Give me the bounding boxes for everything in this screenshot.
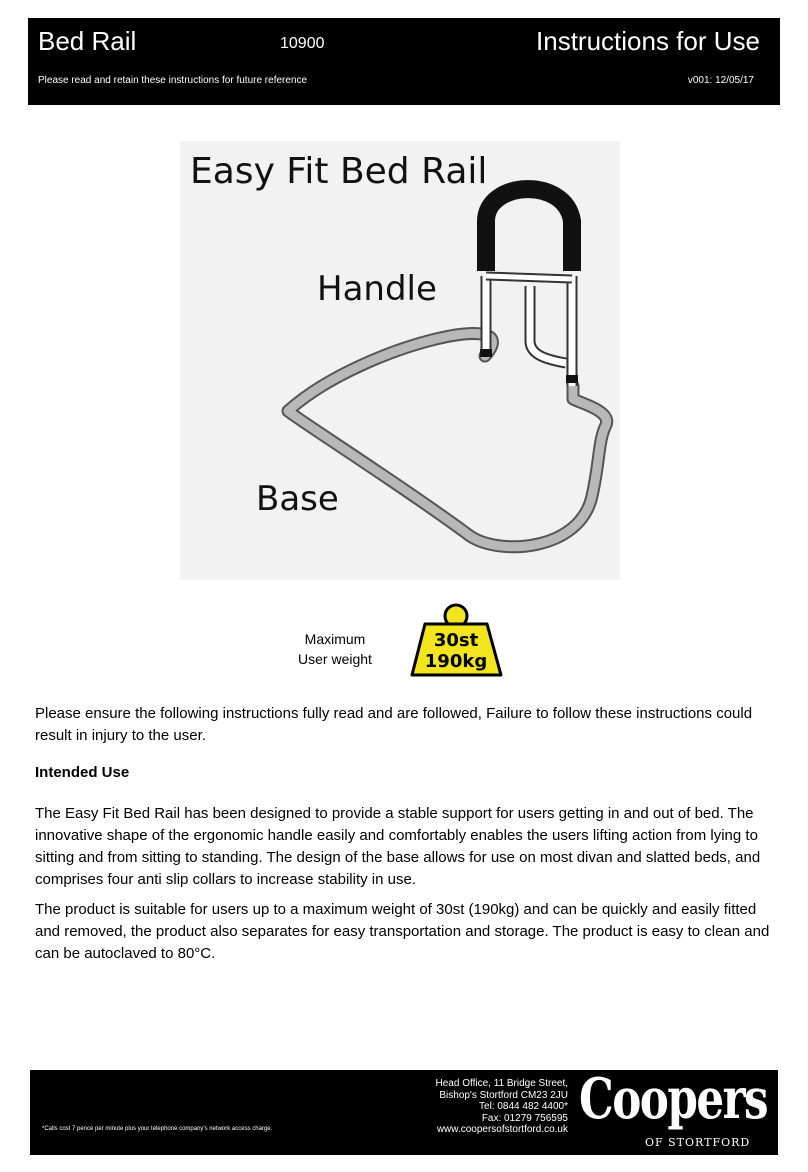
call-charge-note: *Calls cost 7 pence per minute plus your telephone company's network access charge. — [42, 1126, 273, 1132]
capacity-paragraph: The product is suitable for users up to a maximum weight of 30st (190kg) and can be quickly and easily fitted and removed, the product also separates for easy transportation and storage. The product is easy to clean and can be autoclaved to 80°C. — [35, 901, 770, 962]
intended-use-heading: Intended Use — [35, 764, 130, 781]
company-footer — [30, 1066, 778, 1155]
address-line: Bishop's Stortford CM23 2JU — [439, 1089, 568, 1101]
fax-number: Fax: 01279 756595 — [481, 1112, 568, 1124]
intended-use-paragraph: The Easy Fit Bed Rail has been designed to provide a stable support for users getting in and out of bed. The innovative shape of the ergonomic handle easily and comfortably enables the users lifting action from lying to sitting and from sitting to standing. The design of the base allows for use on most divan and slatted beds, and comprises four anti slip collars to increase stability in use. — [35, 805, 761, 888]
product-diagram — [180, 141, 620, 580]
brand-logo-subtitle: OF STORTFORD — [645, 1136, 751, 1149]
product-title: Bed Rail — [38, 26, 137, 56]
company-address — [415, 1078, 568, 1136]
website-url: www.coopersofstortford.co.uk — [436, 1124, 568, 1136]
phone-number: Tel: 0844 482 4400* — [479, 1101, 568, 1113]
diagram-title: Easy Fit Bed Rail — [190, 151, 488, 192]
bed-rail-illustration — [180, 141, 620, 580]
weight-badge-icon — [409, 602, 504, 678]
max-weight-label: Maximum User weight — [298, 631, 372, 667]
base-label: Base — [256, 479, 339, 519]
weight-kg: 190kg — [424, 651, 488, 672]
version-date: v001: 12/05/17 — [687, 75, 754, 86]
handle-frame — [480, 189, 578, 386]
product-code: 10900 — [280, 35, 325, 52]
safety-warning: Please ensure the following instructions fully read and are followed, Failure to follow these instructions could result in injury to the user. — [35, 705, 753, 744]
document-header — [28, 18, 780, 105]
brand-logo: Coopers — [579, 1066, 768, 1132]
weight-stones: 30st — [433, 630, 479, 651]
document-type: Instructions for Use — [536, 26, 760, 56]
retain-notice: Please read and retain these instructions for future reference — [38, 75, 308, 86]
handle-label: Handle — [317, 269, 437, 309]
address-line: Head Office, 11 Bridge Street, — [435, 1078, 568, 1089]
